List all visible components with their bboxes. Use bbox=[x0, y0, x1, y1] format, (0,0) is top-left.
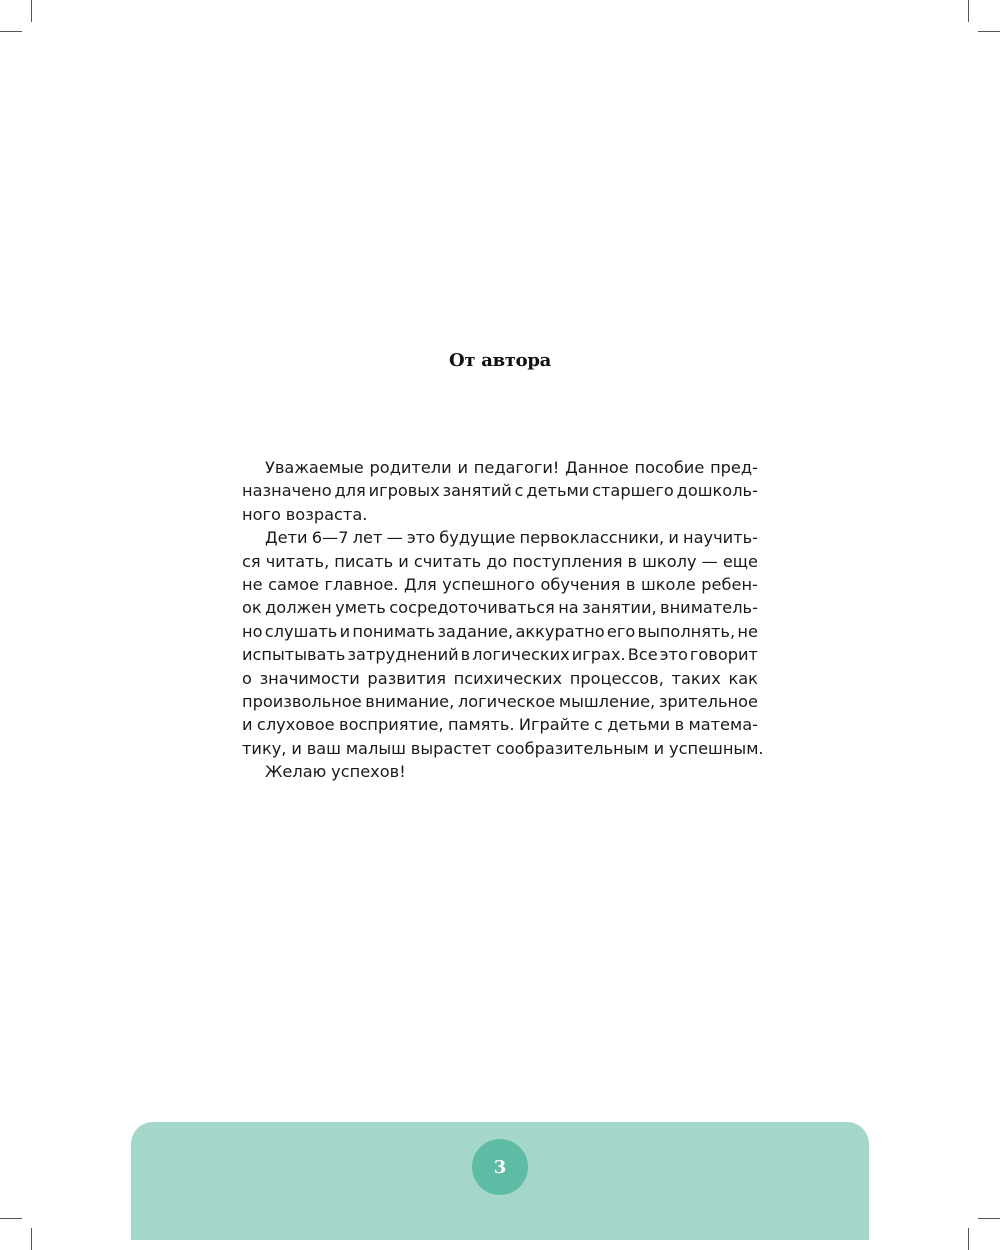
text-line bbox=[242, 573, 758, 596]
word: 6—7 bbox=[311, 528, 349, 548]
word: детьми bbox=[526, 481, 590, 501]
word: родители bbox=[369, 458, 452, 477]
crop-mark-top-right bbox=[978, 31, 1000, 32]
crop-mark-top-right bbox=[968, 0, 969, 22]
word: но bbox=[242, 621, 263, 641]
word: ся bbox=[242, 551, 261, 571]
word: считать bbox=[413, 551, 482, 571]
word: сосредоточиваться bbox=[389, 598, 555, 618]
word: успехов! bbox=[331, 762, 406, 782]
text-line bbox=[242, 667, 758, 690]
crop-mark-top-left bbox=[0, 31, 22, 32]
word: пред- bbox=[710, 458, 758, 477]
text-line bbox=[242, 760, 758, 783]
word: вырастет bbox=[410, 738, 492, 758]
word: это bbox=[406, 528, 436, 548]
word: процессов, bbox=[569, 668, 664, 688]
word: и bbox=[457, 458, 468, 477]
word: уметь bbox=[335, 598, 386, 618]
word: должен bbox=[265, 598, 332, 618]
crop-mark-bottom-left bbox=[0, 1218, 22, 1219]
text-line bbox=[242, 620, 758, 643]
word: его bbox=[606, 621, 636, 641]
word: испытывать bbox=[242, 645, 346, 665]
word: школу bbox=[642, 551, 697, 571]
crop-mark-bottom-left bbox=[31, 1228, 32, 1250]
crop-mark-bottom-right bbox=[978, 1218, 1000, 1219]
text-line bbox=[242, 737, 764, 760]
word: психических bbox=[453, 668, 563, 688]
word: Все bbox=[627, 645, 658, 665]
text-line bbox=[242, 713, 758, 736]
word: дошколь- bbox=[676, 481, 758, 501]
word: играх. bbox=[571, 645, 626, 665]
word: на bbox=[558, 598, 579, 618]
word: еще bbox=[722, 551, 758, 571]
word: и bbox=[668, 528, 679, 548]
word: — bbox=[386, 528, 403, 548]
word: понимать bbox=[352, 621, 436, 641]
word: это bbox=[659, 645, 688, 665]
text-line bbox=[242, 643, 758, 666]
paragraph bbox=[242, 760, 758, 783]
text-line bbox=[242, 503, 758, 526]
word: о bbox=[242, 668, 252, 688]
word: задание, bbox=[437, 621, 514, 641]
text-line bbox=[242, 550, 758, 573]
paragraph bbox=[242, 456, 758, 526]
word: научить- bbox=[683, 528, 758, 548]
word: писать bbox=[334, 551, 394, 571]
word: в bbox=[460, 645, 471, 665]
word: игровых bbox=[368, 481, 440, 501]
word: говорит bbox=[689, 645, 758, 665]
word: произвольное bbox=[242, 691, 362, 711]
word: до bbox=[486, 551, 508, 571]
text-line bbox=[242, 596, 758, 619]
word: главное. bbox=[324, 574, 399, 594]
word: тику, bbox=[242, 738, 287, 758]
word: для bbox=[334, 481, 366, 501]
word: и bbox=[291, 738, 302, 758]
word: восприятие, bbox=[339, 715, 444, 735]
word: и bbox=[398, 551, 409, 571]
word: в bbox=[674, 715, 685, 735]
word: не bbox=[242, 574, 263, 594]
word: слушать bbox=[264, 621, 338, 641]
paragraph bbox=[242, 526, 764, 760]
word: и bbox=[339, 621, 351, 641]
word: аккуратно bbox=[515, 621, 605, 641]
word: лет bbox=[352, 528, 383, 548]
word: матема- bbox=[688, 715, 758, 735]
word: успешного bbox=[442, 574, 535, 594]
word: не bbox=[737, 621, 758, 641]
word: назначено bbox=[242, 481, 332, 501]
word: ного bbox=[242, 504, 281, 524]
word: занятии, bbox=[582, 598, 657, 618]
word: педагоги! bbox=[473, 458, 560, 477]
word: Желаю bbox=[265, 762, 327, 782]
word: будущие bbox=[439, 528, 516, 548]
word: — bbox=[701, 551, 718, 571]
word: с bbox=[594, 715, 603, 735]
word: зрительное bbox=[658, 691, 758, 711]
word: значимости bbox=[259, 668, 360, 688]
word: детьми bbox=[607, 715, 671, 735]
word: с bbox=[514, 481, 524, 501]
page-number: 3 bbox=[493, 1156, 507, 1178]
word: самое bbox=[268, 574, 319, 594]
crop-mark-top-left bbox=[31, 0, 32, 22]
word: занятий bbox=[442, 481, 512, 501]
text-line bbox=[242, 690, 758, 713]
body-text bbox=[242, 456, 764, 783]
word: сообразительным bbox=[495, 738, 649, 758]
word: Уважаемые bbox=[265, 458, 364, 477]
word: малыш bbox=[345, 738, 406, 758]
word: старшего bbox=[592, 481, 674, 501]
word: Играйте bbox=[518, 715, 590, 735]
page-heading: От автора bbox=[449, 350, 551, 371]
word: обучения bbox=[540, 574, 621, 594]
word: выполнять, bbox=[637, 621, 736, 641]
text-line bbox=[242, 479, 758, 502]
word: и bbox=[242, 715, 253, 735]
word: в bbox=[627, 551, 638, 571]
word: развития bbox=[367, 668, 446, 688]
word: читать, bbox=[265, 551, 330, 571]
word: логическое bbox=[457, 691, 556, 711]
word: логических bbox=[472, 645, 570, 665]
word: как bbox=[728, 668, 758, 688]
word: Данное bbox=[565, 458, 629, 477]
word: пособие bbox=[634, 458, 705, 477]
crop-mark-bottom-right bbox=[968, 1228, 969, 1250]
word: Дети bbox=[265, 528, 308, 548]
word: слуховое bbox=[256, 715, 335, 735]
word: ок bbox=[242, 598, 262, 618]
word: внимание, bbox=[365, 691, 455, 711]
word: первоклассники, bbox=[519, 528, 665, 548]
word: ребен- bbox=[701, 574, 758, 594]
word: поступления bbox=[512, 551, 623, 571]
word: вниматель- bbox=[660, 598, 758, 618]
word: затруднений bbox=[347, 645, 459, 665]
word: Для bbox=[403, 574, 437, 594]
word: таких bbox=[671, 668, 721, 688]
word: успешным. bbox=[669, 738, 764, 758]
text-line bbox=[242, 526, 758, 549]
word: мышление, bbox=[558, 691, 656, 711]
word: и bbox=[653, 738, 665, 758]
word: школе bbox=[640, 574, 696, 594]
word: память. bbox=[447, 715, 515, 735]
text-line bbox=[242, 456, 758, 479]
page-number-badge bbox=[472, 1139, 528, 1195]
word: возраста. bbox=[285, 504, 368, 524]
word: в bbox=[625, 574, 636, 594]
word: ваш bbox=[306, 738, 341, 758]
